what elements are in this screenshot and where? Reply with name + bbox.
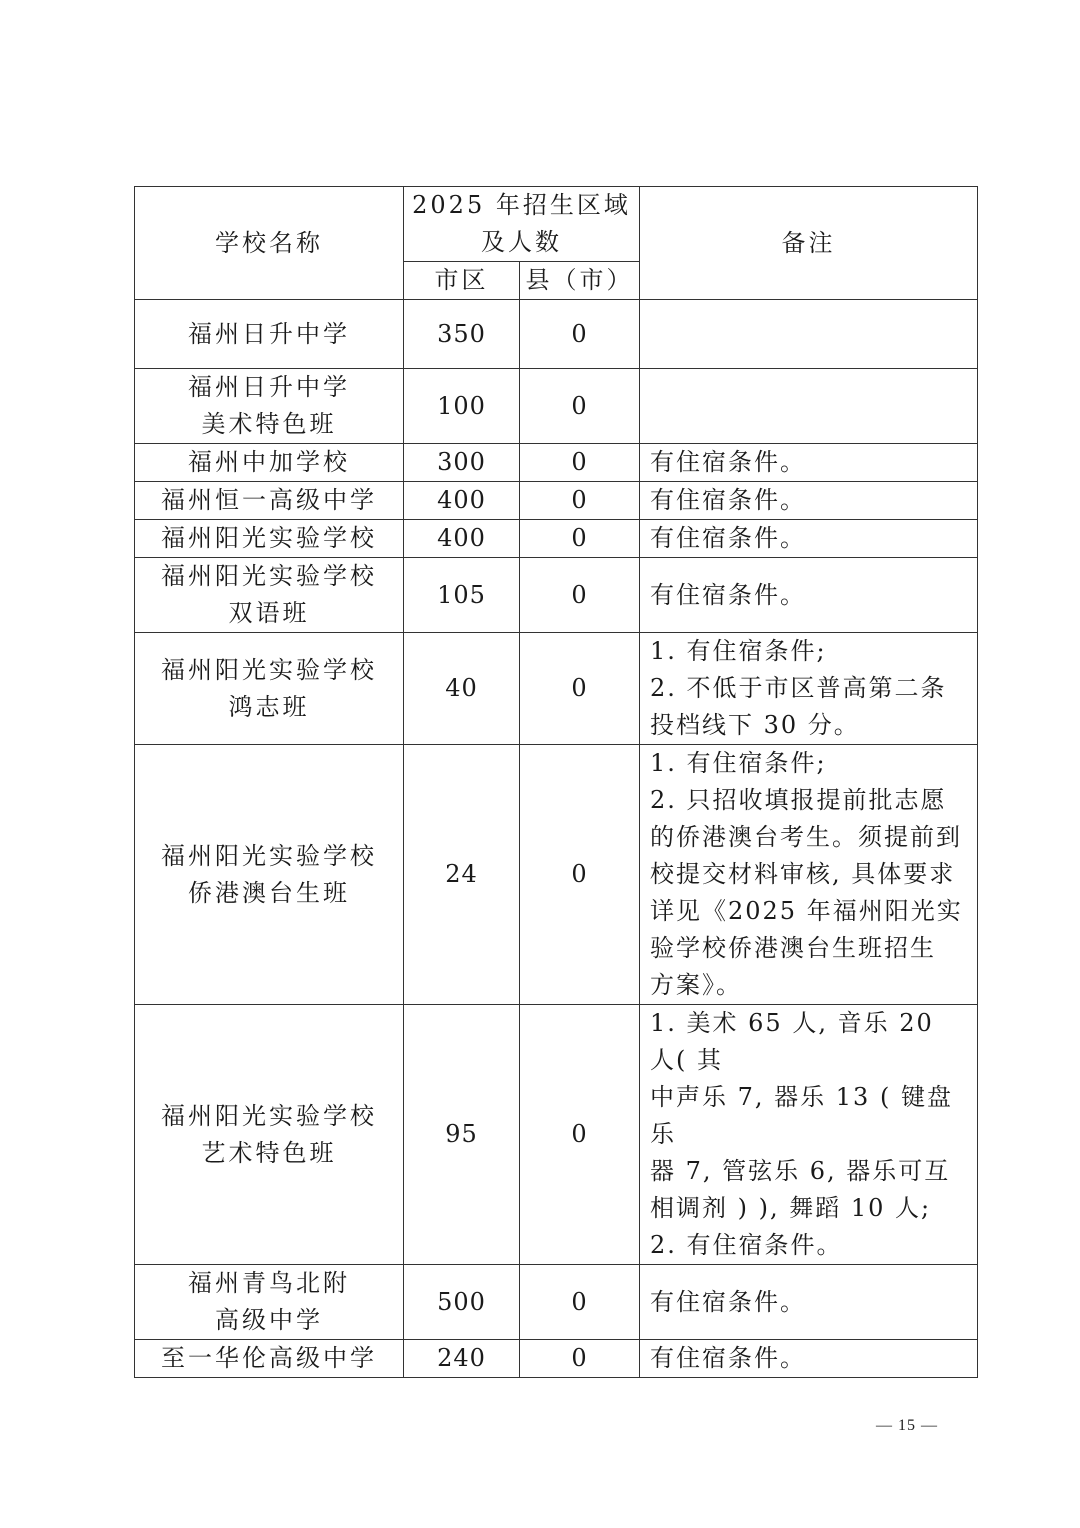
table-row [135, 300, 978, 369]
table-row [135, 482, 978, 520]
school-name-line: 福州阳光实验学校 [161, 524, 377, 552]
remarks-cell [640, 520, 978, 558]
remark-line: 有住宿条件。 [650, 580, 806, 609]
remark-line: 2. 只招收填报提前批志愿 [650, 786, 947, 814]
remark-line: 的侨港澳台考生。须提前到 [650, 823, 962, 851]
header-region-title [404, 187, 640, 262]
remark-line: 1. 有住宿条件; [650, 749, 827, 777]
header-region-line: 及人数 [481, 228, 562, 256]
table-row [135, 1340, 978, 1378]
remarks-cell [640, 1005, 978, 1265]
remark-line: 有住宿条件。 [650, 524, 806, 552]
remark-line: 有住宿条件。 [650, 1287, 806, 1316]
county-quota-cell: 0 [520, 633, 640, 745]
remarks-cell [640, 1265, 978, 1340]
school-name-cell [135, 745, 404, 1005]
remarks-cell [640, 444, 978, 482]
remark-line: 中声乐 7, 器乐 13 ( 键盘乐 [650, 1083, 953, 1148]
school-name-cell [135, 558, 404, 633]
county-quota-cell: 0 [520, 1340, 640, 1378]
remark-line: 有住宿条件。 [650, 486, 806, 514]
school-name-line: 福州青鸟北附 [188, 1269, 350, 1297]
city-quota-cell: 24 [404, 745, 520, 1005]
remarks-cell [640, 300, 978, 369]
school-name-cell [135, 300, 404, 369]
city-quota-cell: 105 [404, 558, 520, 633]
school-name-cell [135, 633, 404, 745]
school-name-line: 福州阳光实验学校 [161, 655, 377, 684]
remark-line: 校提交材料审核, 具体要求 [650, 860, 956, 888]
school-name-cell [135, 444, 404, 482]
remarks-cell [640, 482, 978, 520]
header-remarks: 备注 [640, 187, 978, 300]
school-name-line: 双语班 [228, 599, 310, 627]
county-quota-cell: 0 [520, 369, 640, 444]
remarks-cell [640, 745, 978, 1005]
remark-line: 有住宿条件。 [650, 1344, 806, 1372]
county-quota-cell: 0 [520, 745, 640, 1005]
school-name-line: 侨港澳台生班 [188, 878, 350, 907]
table-row [135, 1265, 978, 1340]
table-row [135, 558, 978, 633]
remark-line: 1. 有住宿条件; [650, 637, 827, 665]
remark-line: 相调剂 ) ), 舞蹈 10 人; [650, 1194, 932, 1222]
school-name-cell [135, 1340, 404, 1378]
header-region-line: 2025 年招生区域 [412, 191, 631, 219]
remark-line: 有住宿条件。 [650, 448, 806, 476]
school-name-line: 福州阳光实验学校 [161, 841, 377, 870]
header-city: 市区 [404, 262, 520, 300]
city-quota-cell: 95 [404, 1005, 520, 1265]
school-name-cell [135, 482, 404, 520]
remark-line: 器 7, 管弦乐 6, 器乐可互 [650, 1157, 951, 1185]
city-quota-cell: 400 [404, 482, 520, 520]
school-name-cell [135, 1005, 404, 1265]
remark-line: 2. 不低于市区普高第二条 [650, 674, 947, 702]
school-name-line: 福州日升中学 [188, 319, 350, 348]
school-name-line: 高级中学 [215, 1306, 323, 1334]
remark-line: 详见《2025 年福州阳光实 [650, 897, 963, 925]
school-name-line: 美术特色班 [201, 410, 337, 438]
school-name-line: 艺术特色班 [201, 1138, 337, 1167]
table-row [135, 369, 978, 444]
remarks-cell [640, 369, 978, 444]
remark-line: 2. 有住宿条件。 [650, 1231, 843, 1259]
school-name-line: 福州中加学校 [188, 448, 350, 476]
county-quota-cell: 0 [520, 520, 640, 558]
school-name-line: 福州恒一高级中学 [161, 486, 377, 514]
remark-line: 投档线下 30 分。 [650, 711, 860, 739]
county-quota-cell: 0 [520, 1005, 640, 1265]
county-quota-cell: 0 [520, 482, 640, 520]
enrollment-table [134, 186, 978, 1378]
city-quota-cell: 100 [404, 369, 520, 444]
city-quota-cell: 500 [404, 1265, 520, 1340]
table-row [135, 633, 978, 745]
school-name-line: 鸿志班 [228, 692, 310, 721]
remark-line: 验学校侨港澳台生班招生 [650, 934, 936, 962]
county-quota-cell: 0 [520, 1265, 640, 1340]
remark-line: 1. 美术 65 人, 音乐 20 人( 其 [650, 1009, 934, 1074]
table-row [135, 444, 978, 482]
school-name-cell [135, 369, 404, 444]
county-quota-cell: 0 [520, 300, 640, 369]
city-quota-cell: 400 [404, 520, 520, 558]
header-school-name: 学校名称 [135, 187, 404, 300]
county-quota-cell: 0 [520, 444, 640, 482]
header-county: 县（市） [520, 262, 640, 300]
table-row [135, 520, 978, 558]
school-name-line: 福州日升中学 [188, 373, 350, 401]
city-quota-cell: 40 [404, 633, 520, 745]
city-quota-cell: 300 [404, 444, 520, 482]
table-row [135, 745, 978, 1005]
school-name-cell [135, 520, 404, 558]
table-row [135, 1005, 978, 1265]
school-name-line: 至一华伦高级中学 [161, 1344, 377, 1372]
county-quota-cell: 0 [520, 558, 640, 633]
remark-line: 方案》。 [650, 971, 742, 999]
school-name-line: 福州阳光实验学校 [161, 1101, 377, 1130]
school-name-line: 福州阳光实验学校 [161, 562, 377, 590]
remarks-cell [640, 558, 978, 633]
page-number: — 15 — [876, 1417, 938, 1434]
remarks-cell [640, 1340, 978, 1378]
remarks-cell [640, 633, 978, 745]
city-quota-cell: 350 [404, 300, 520, 369]
city-quota-cell: 240 [404, 1340, 520, 1378]
school-name-cell [135, 1265, 404, 1340]
